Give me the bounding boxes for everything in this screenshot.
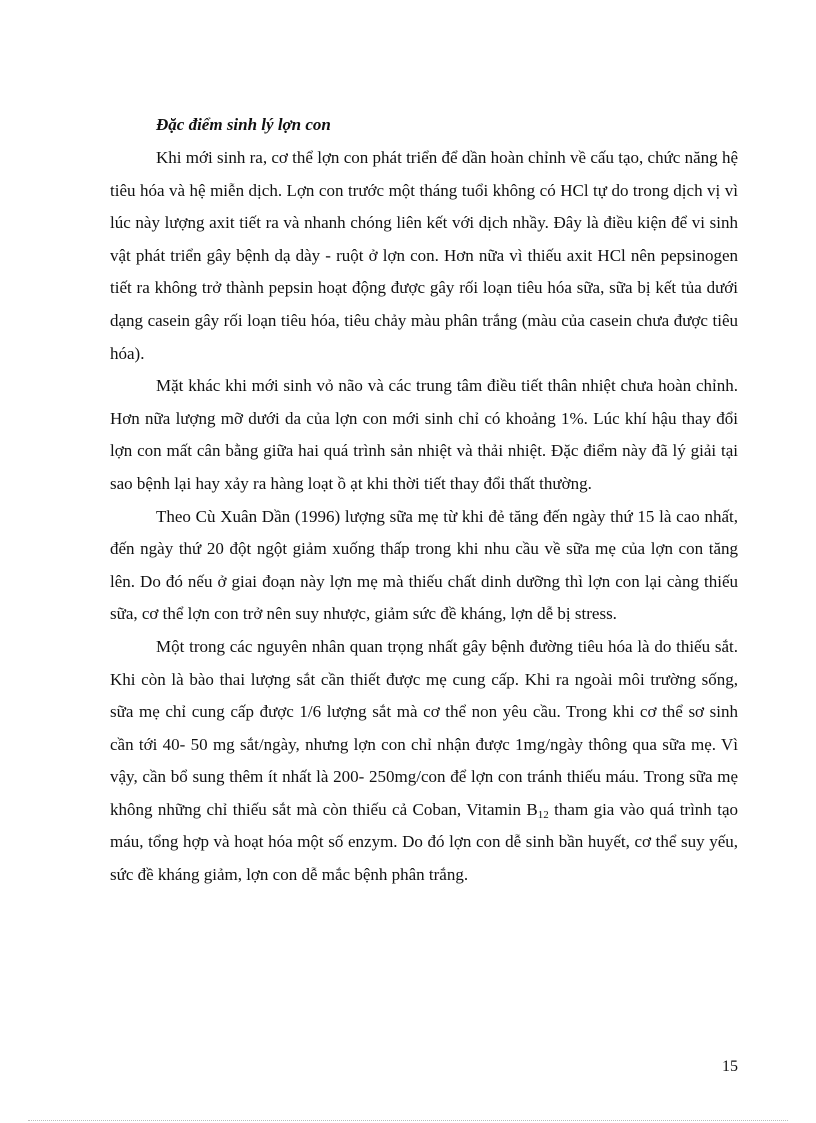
footer-divider bbox=[28, 1120, 788, 1121]
paragraph-iron-deficiency bbox=[110, 631, 738, 892]
section-heading: Đặc điểm sinh lý lợn con bbox=[156, 115, 331, 134]
paragraph-digestive: Khi mới sinh ra, cơ thể lợn con phát triển để dần hoàn chỉnh về cấu tạo, chức năng hệ tiêu hóa và hệ miễn dịch. Lợn con trước một tháng tuổi không có HCl tự do trong dịch vị vì lúc này lượng axit tiết ra và nhanh chóng liên kết với dịch nhầy. Đây là điều kiện để vi sinh vật phát triển gây bệnh dạ dày - ruột ở lợn con. Hơn nữa vì thiếu axit HCl nên pepsinogen tiết ra không trở thành pepsin hoạt động được gây rối loạn tiêu hóa sữa, sữa bị kết tủa dưới dạng casein gây rối loạn tiêu hóa, tiêu chảy màu phân trắng (màu của casein chưa được tiêu hóa). bbox=[110, 148, 738, 363]
page-number: 15 bbox=[722, 1058, 738, 1075]
paragraph-thermoregulation: Mặt khác khi mới sinh vỏ não và các trung tâm điều tiết thân nhiệt chưa hoàn chỉnh. Hơn nữa lượng mỡ dưới da của lợn con mới sinh chỉ có khoảng 1%. Lúc khí hậu thay đổi lợn con mất cân bằng giữa hai quá trình sản nhiệt và thải nhiệt. Đặc điểm này đã lý giải tại sao bệnh lại hay xảy ra hàng loạt ồ ạt khi thời tiết thay đổi thất thường. bbox=[110, 376, 738, 493]
page-content bbox=[110, 108, 738, 892]
paragraph-iron-text-end: tham gia vào quá trình tạo máu, tổng hợp và hoạt hóa một số enzym. Do đó lợn con dễ sinh bần huyết, cơ thể suy yếu, sức đề kháng giảm, lợn con dễ mắc bệnh phân trắng. bbox=[110, 799, 738, 885]
paragraph-milk-supply: Theo Cù Xuân Dần (1996) lượng sữa mẹ từ khi đẻ tăng đến ngày thứ 15 là cao nhất, đến ngày thứ 20 đột ngột giảm xuống thấp trong khi nhu cầu về sữa mẹ của lợn con tăng lên. Do đó nếu ở giai đoạn này lợn mẹ mà thiếu chất dinh dưỡng thì lợn con lại càng thiếu sữa, cơ thể lợn con trở nên suy nhược, giảm sức đề kháng, lợn dễ bị stress. bbox=[110, 506, 738, 624]
paragraph-iron-text-start: Một trong các nguyên nhân quan trọng nhất gây bệnh đường tiêu hóa là do thiếu sắt. Khi còn là bào thai lượng sắt cần thiết được mẹ cung cấp. Khi ra ngoài môi trường sống, sữa mẹ chỉ cung cấp được 1/6 lượng sắt mà cơ thể non yêu cầu. Trong khi cơ thể sơ sinh cần tới 40- 50 mg sắt/ngày, nhưng lợn con chỉ nhận được 1mg/ngày thông qua sữa mẹ. Vì vậy, cần bổ sung thêm ít nhất là 200- 250mg/con để lợn con tránh thiếu máu. Trong sữa mẹ không những chỉ thiếu sắt mà còn thiếu cả Coban, Vitamin B bbox=[110, 636, 738, 819]
vitamin-subscript: 12 bbox=[537, 808, 549, 821]
